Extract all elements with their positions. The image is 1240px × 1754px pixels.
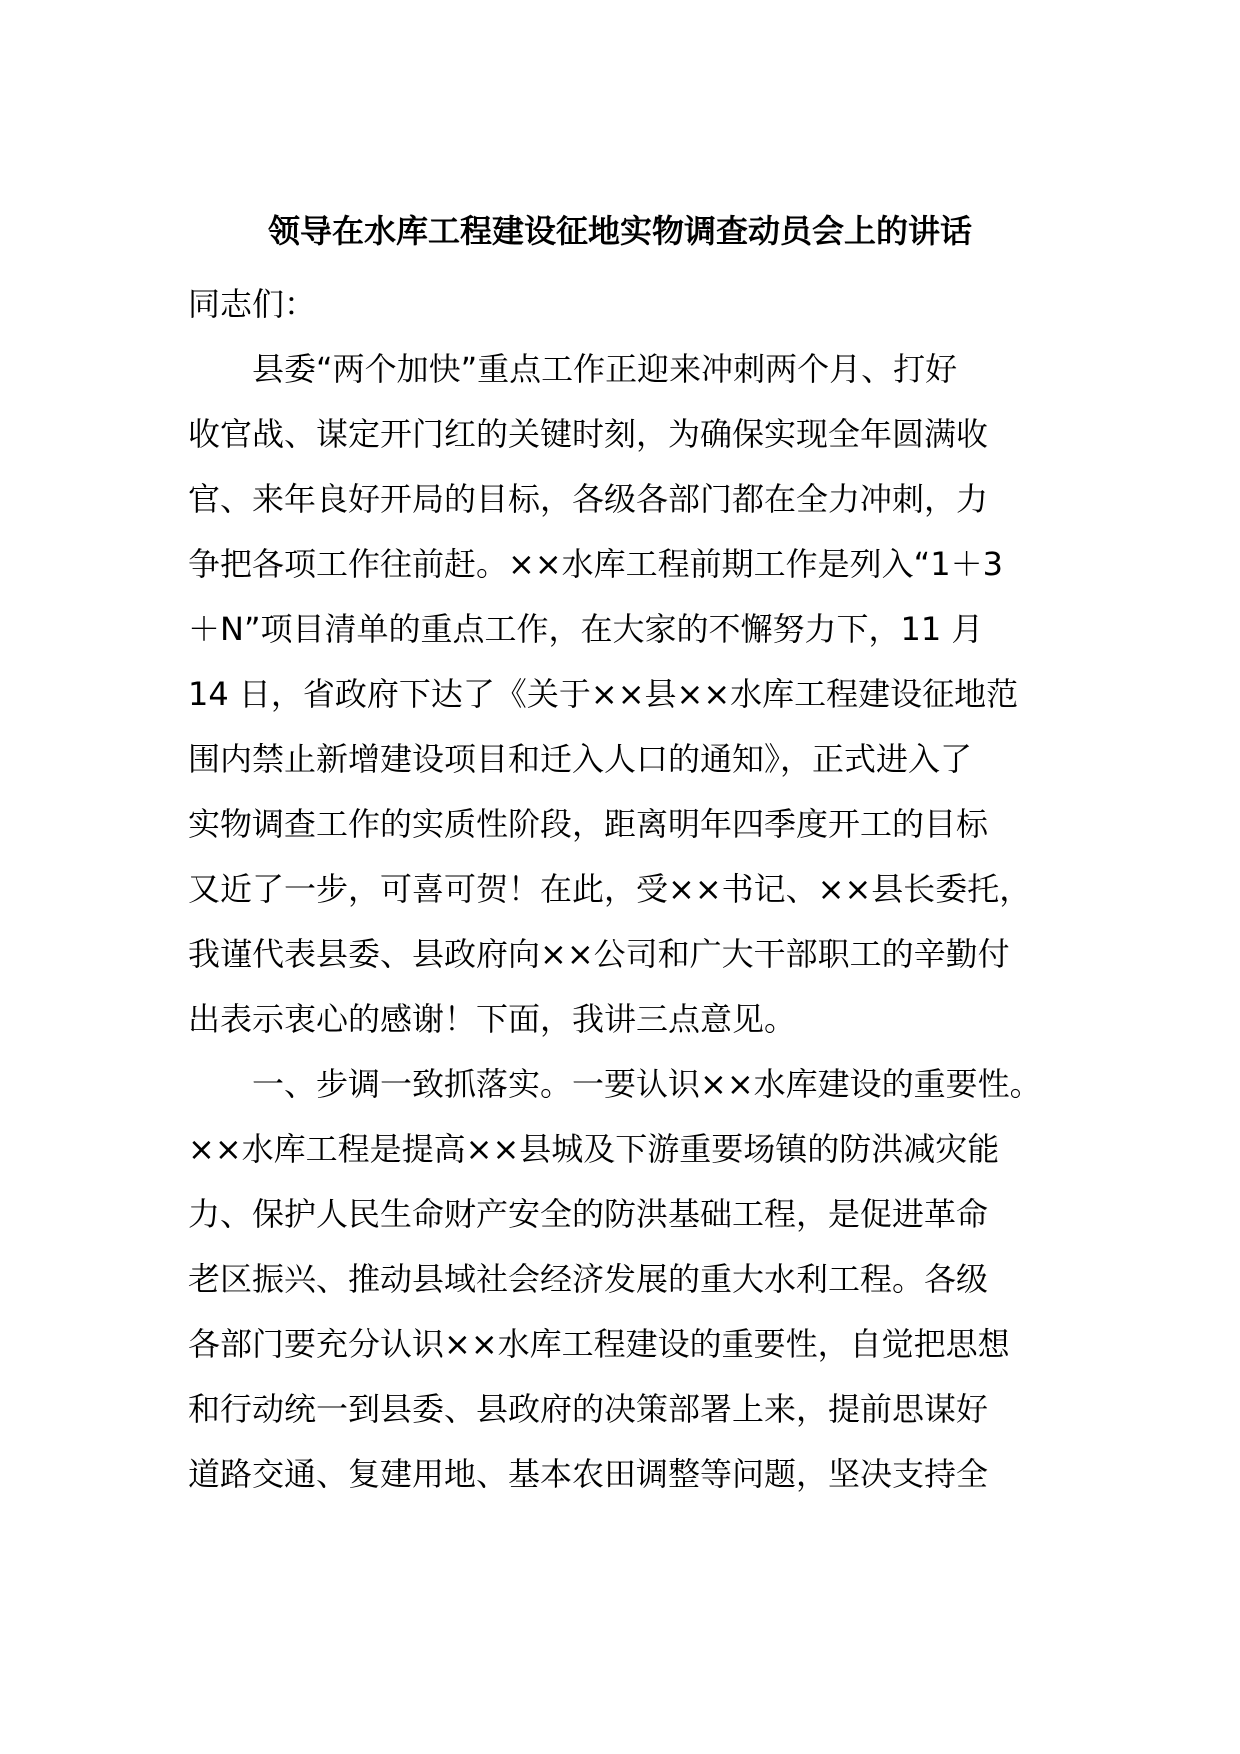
paragraph-1-line-3: 官、来年良好开局的目标，各级各部门都在全力冲刺，力: [188, 480, 989, 518]
paragraph-1-line-9: 又近了一步，可喜可贺！在此，受××书记、××县长委托，: [188, 870, 1032, 908]
paragraph-1-line-4: 争把各项工作往前赶。××水库工程前期工作是列入“1＋3: [188, 545, 1003, 583]
paragraph-1-line-11: 出表示衷心的感谢！下面，我讲三点意见。: [188, 1000, 797, 1038]
paragraph-2-line-6: 和行动统一到县委、县政府的决策部署上来，提前思谋好: [188, 1390, 989, 1428]
paragraph-1-line-7: 围内禁止新增建设项目和迁入人口的通知》，正式进入了: [188, 740, 973, 778]
paragraph-1-line-6: 14 日，省政府下达了《关于××县××水库工程建设征地范: [188, 675, 1019, 713]
paragraph-2-line-2: ××水库工程是提高××县城及下游重要场镇的防洪减灾能: [188, 1130, 1000, 1168]
document-title: 领导在水库工程建设征地实物调查动员会上的讲话: [267, 212, 972, 250]
paragraph-2-line-1: 一、步调一致抓落实。一要认识××水库建设的重要性。: [252, 1065, 1042, 1103]
paragraph-1-line-8: 实物调查工作的实质性阶段，距离明年四季度开工的目标: [188, 805, 989, 843]
paragraph-2-line-4: 老区振兴、推动县域社会经济发展的重大水利工程。各级: [188, 1260, 989, 1298]
paragraph-2-line-5: 各部门要充分认识××水库工程建设的重要性，自觉把思想: [188, 1325, 1010, 1363]
document-body: [188, 272, 1068, 1507]
salutation: 同志们：: [188, 285, 317, 323]
paragraph-1-line-2: 收官战、谋定开门红的关键时刻，为确保实现全年圆满收: [188, 415, 989, 453]
paragraph-2-line-7: 道路交通、复建用地、基本农田调整等问题，坚决支持全: [188, 1455, 989, 1493]
paragraph-1-line-5: ＋N”项目清单的重点工作，在大家的不懈努力下，11 月: [188, 610, 984, 648]
paragraph-1-line-1: 县委“两个加快”重点工作正迎来冲刺两个月、打好: [252, 350, 958, 388]
paragraph-2-line-3: 力、保护人民生命财产安全的防洪基础工程，是促进革命: [188, 1195, 989, 1233]
paragraph-1-line-10: 我谨代表县委、县政府向××公司和广大干部职工的辛勤付: [188, 935, 1010, 973]
